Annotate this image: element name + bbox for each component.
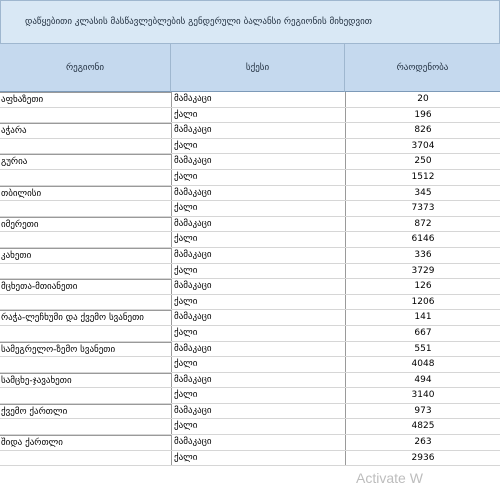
cell-count[interactable]: 973 [345,404,500,419]
cell-region[interactable]: აფხაზეთი [0,92,171,107]
cell-count[interactable]: 872 [345,217,500,232]
cell-count[interactable]: 2936 [345,451,500,466]
cell-sex[interactable]: მამაკაცი [171,217,345,232]
cell-sex[interactable]: ქალი [171,388,345,403]
table-row [0,404,500,420]
table-row [0,310,500,326]
cell-count[interactable]: 3704 [345,139,500,154]
table-row [0,435,500,451]
table-row [0,373,500,389]
cell-region[interactable] [0,451,171,466]
cell-region[interactable] [0,108,171,123]
cell-region[interactable]: აჭარა [0,123,171,138]
table-row [0,92,500,108]
cell-sex[interactable]: მამაკაცი [171,248,345,263]
cell-region[interactable] [0,326,171,341]
cell-sex[interactable]: ქალი [171,139,345,154]
cell-count[interactable]: 196 [345,108,500,123]
table-row [0,139,500,155]
cell-count[interactable]: 345 [345,186,500,201]
cell-count[interactable]: 4825 [345,419,500,434]
cell-region[interactable]: რაჭა-ლეჩხუმი და ქვემო სვანეთი [0,310,171,325]
column-header-region[interactable]: რეგიონი [0,44,171,92]
cell-sex[interactable]: ქალი [171,170,345,185]
cell-region[interactable]: შიდა ქართლი [0,435,171,450]
cell-count[interactable]: 126 [345,279,500,294]
cell-sex[interactable]: მამაკაცი [171,342,345,357]
table-row [0,154,500,170]
table-body [0,92,500,466]
cell-count[interactable]: 4048 [345,357,500,372]
cell-region[interactable] [0,232,171,247]
cell-count[interactable]: 336 [345,248,500,263]
cell-sex[interactable]: მამაკაცი [171,279,345,294]
table-row [0,264,500,280]
cell-count[interactable]: 7373 [345,201,500,216]
cell-region[interactable] [0,419,171,434]
cell-sex[interactable]: ქალი [171,451,345,466]
activate-windows-watermark: Activate W [356,470,423,486]
table-row [0,388,500,404]
table-row [0,232,500,248]
cell-sex[interactable]: მამაკაცი [171,435,345,450]
column-header-sex[interactable]: სქესი [171,44,345,92]
cell-region[interactable] [0,388,171,403]
cell-count[interactable]: 20 [345,92,500,107]
cell-count[interactable]: 3729 [345,264,500,279]
cell-sex[interactable]: ქალი [171,201,345,216]
cell-sex[interactable]: მამაკაცი [171,310,345,325]
table-row [0,170,500,186]
cell-region[interactable] [0,170,171,185]
table-row [0,419,500,435]
cell-count[interactable]: 667 [345,326,500,341]
cell-sex[interactable]: ქალი [171,419,345,434]
cell-count[interactable]: 263 [345,435,500,450]
cell-sex[interactable]: ქალი [171,108,345,123]
cell-count[interactable]: 826 [345,123,500,138]
cell-count[interactable]: 6146 [345,232,500,247]
cell-region[interactable]: იმერეთი [0,217,171,232]
table-row [0,123,500,139]
table-row [0,108,500,124]
cell-count[interactable]: 141 [345,310,500,325]
cell-count[interactable]: 551 [345,342,500,357]
cell-count[interactable]: 1206 [345,295,500,310]
cell-region[interactable]: მცხეთა-მთიანეთი [0,279,171,294]
table-row [0,279,500,295]
cell-count[interactable]: 3140 [345,388,500,403]
table-row [0,295,500,311]
table-row [0,357,500,373]
table-row [0,201,500,217]
cell-region[interactable]: თბილისი [0,186,171,201]
cell-count[interactable]: 250 [345,154,500,169]
cell-region[interactable]: გურია [0,154,171,169]
cell-sex[interactable]: ქალი [171,232,345,247]
cell-region[interactable]: სამცხე-ჯავახეთი [0,373,171,388]
cell-region[interactable]: სამეგრელო-ზემო სვანეთი [0,342,171,357]
table-row [0,326,500,342]
table-row [0,248,500,264]
table-row [0,451,500,467]
cell-region[interactable] [0,139,171,154]
cell-sex[interactable]: ქალი [171,295,345,310]
cell-region[interactable] [0,264,171,279]
cell-sex[interactable]: მამაკაცი [171,404,345,419]
cell-region[interactable] [0,357,171,372]
cell-sex[interactable]: მამაკაცი [171,373,345,388]
cell-sex[interactable]: ქალი [171,357,345,372]
cell-sex[interactable]: ქალი [171,264,345,279]
cell-count[interactable]: 494 [345,373,500,388]
cell-region[interactable]: ქვემო ქართლი [0,404,171,419]
cell-count[interactable]: 1512 [345,170,500,185]
cell-sex[interactable]: მამაკაცი [171,154,345,169]
cell-sex[interactable]: მამაკაცი [171,123,345,138]
cell-region[interactable] [0,201,171,216]
table-row [0,342,500,358]
column-header-count[interactable]: რაოდენობა [345,44,500,92]
table-row [0,217,500,233]
table-title: დაწყებითი კლასის მასწავლებლების გენდერული ბალანსი რეგიონის მიხედვით [0,0,500,44]
cell-region[interactable]: კახეთი [0,248,171,263]
cell-sex[interactable]: მამაკაცი [171,186,345,201]
cell-sex[interactable]: მამაკაცი [171,92,345,107]
cell-region[interactable] [0,295,171,310]
cell-sex[interactable]: ქალი [171,326,345,341]
table-row [0,186,500,202]
